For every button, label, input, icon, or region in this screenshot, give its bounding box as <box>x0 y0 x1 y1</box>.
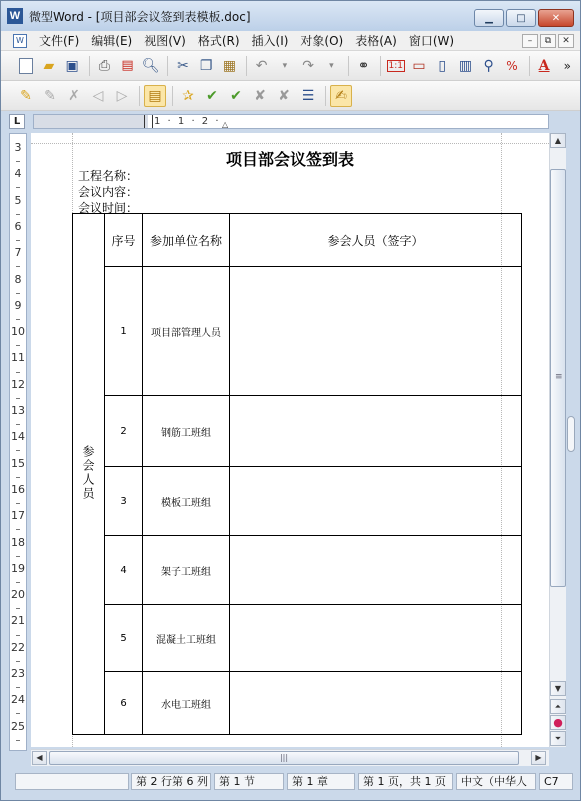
ruler-margin-area <box>34 115 148 128</box>
toolbar-separator <box>348 56 349 76</box>
vertical-ruler-tick <box>16 477 20 478</box>
field-project-name[interactable]: 工程名称： <box>78 169 139 183</box>
full-page-button[interactable] <box>432 55 453 77</box>
previous-page-button[interactable] <box>550 699 566 714</box>
row-unit[interactable]: 项目部管理人员 <box>143 267 230 396</box>
copy-icon: ❐ <box>199 57 213 74</box>
previous-note-button[interactable] <box>87 85 109 107</box>
horizontal-ruler[interactable] <box>33 114 549 129</box>
status-position: 第 2 行第 6 列 <box>131 773 211 790</box>
vertical-ruler-number: 9 <box>14 298 22 312</box>
close-icon: ✕ <box>551 12 561 24</box>
row-seq[interactable]: 5 <box>105 605 143 672</box>
reject-change-button[interactable] <box>249 85 271 107</box>
word-app-icon: W <box>7 8 23 24</box>
row-sign-cell[interactable] <box>230 396 522 467</box>
horizontal-scrollbar[interactable] <box>31 749 549 766</box>
close-button[interactable] <box>538 9 574 27</box>
vertical-ruler-number: 17 <box>11 509 25 523</box>
doc-restore-button[interactable]: ⧉ <box>540 34 556 48</box>
group-label-cell[interactable] <box>73 214 105 735</box>
vertical-ruler-number: 3 <box>14 141 22 154</box>
save-button[interactable] <box>61 55 82 77</box>
vertical-ruler-number: 24 <box>11 693 25 707</box>
row-unit[interactable]: 水电工班组 <box>143 672 230 735</box>
double-chevron-right-icon: » <box>563 58 572 73</box>
grip-icon: ||| <box>279 753 289 762</box>
ruler-marks: 1 · 1 · 2 · <box>154 116 221 127</box>
zoom-percent-button[interactable] <box>501 55 522 77</box>
row-unit[interactable]: 模板工班组 <box>143 467 230 536</box>
tab-selector-button[interactable]: L <box>9 114 25 129</box>
vertical-ruler-tick <box>16 450 20 451</box>
vertical-ruler-tick <box>16 398 20 399</box>
show-notes-button[interactable] <box>144 85 166 107</box>
vertical-ruler-number: 6 <box>14 219 22 233</box>
doc-close-button[interactable]: ✕ <box>558 34 574 48</box>
status-message <box>15 773 129 790</box>
row-seq[interactable]: 3 <box>105 467 143 536</box>
two-pages-button[interactable] <box>455 55 476 77</box>
revision-list-icon: ☰ <box>301 87 315 104</box>
header-unit[interactable]: 参加单位名称 <box>143 214 230 267</box>
object-toolbar <box>1 81 580 111</box>
double-arrow-up-icon: ⏶ <box>554 702 562 711</box>
vertical-ruler-number: 21 <box>11 614 25 628</box>
track-changes-button[interactable] <box>177 85 199 107</box>
magnifier-icon: ⚲ <box>483 57 494 74</box>
double-arrow-down-icon: ⏷ <box>554 734 562 743</box>
row-unit[interactable]: 混凝土工班组 <box>143 605 230 672</box>
menu-window[interactable]: 窗口(W) <box>408 34 455 48</box>
status-chapter: 第 1 章 <box>287 773 355 790</box>
vertical-ruler-tick <box>16 266 20 267</box>
toolbar-separator <box>89 56 90 76</box>
full-page-icon: ▯ <box>438 57 447 74</box>
header-sign[interactable]: 参会人员（签字） <box>230 214 522 267</box>
edit-note-icon: ✎ <box>44 87 56 104</box>
pdf-button[interactable] <box>117 55 138 77</box>
table-row <box>73 396 522 467</box>
actual-size-icon: 1:1 <box>388 60 403 71</box>
toolbar-separator <box>380 56 381 76</box>
vertical-ruler-number: 12 <box>11 377 25 391</box>
new-document-button[interactable] <box>15 55 36 77</box>
indent-marker[interactable] <box>144 115 153 128</box>
document-window-controls <box>522 34 574 48</box>
printer-icon: ⎙ <box>98 57 110 74</box>
standard-toolbar <box>1 51 580 81</box>
new-document-icon <box>19 58 33 74</box>
status-section: 第 1 节 <box>214 773 284 790</box>
note-star-icon: ✎ <box>20 87 32 104</box>
star-pen-icon: ✰ <box>182 87 194 104</box>
toolbar-separator <box>325 86 326 106</box>
clipboard-icon: ▦ <box>222 57 237 74</box>
toolbar-separator <box>172 86 173 106</box>
vertical-ruler-tick <box>16 319 20 320</box>
print-button[interactable] <box>94 55 115 77</box>
vertical-ruler-number: 10 <box>11 325 25 339</box>
row-unit[interactable]: 钢筋工班组 <box>143 396 230 467</box>
percent-icon: % <box>506 58 518 73</box>
toolbar-separator <box>167 56 168 76</box>
row-sign-cell[interactable] <box>230 467 522 536</box>
vertical-ruler-tick <box>16 661 20 662</box>
revisions-pen-icon: ✍ <box>335 87 347 104</box>
row-seq[interactable]: 4 <box>105 536 143 605</box>
arrow-down-icon: ▼ <box>554 684 562 693</box>
accept-all-icon: ✔ <box>230 87 242 104</box>
reject-all-icon: ✘ <box>278 87 290 104</box>
vertical-ruler-tick <box>16 740 20 741</box>
vertical-ruler-number: 7 <box>14 246 22 260</box>
vertical-ruler-tick <box>16 503 20 504</box>
accept-change-button[interactable] <box>201 85 223 107</box>
right-indent-marker[interactable]: △ <box>222 120 229 129</box>
table-row <box>73 267 522 396</box>
title-bar <box>1 1 580 31</box>
page-width-button[interactable] <box>408 55 429 77</box>
row-seq[interactable]: 2 <box>105 396 143 467</box>
vertical-ruler-tick <box>16 687 20 688</box>
table-row <box>73 605 522 672</box>
print-preview-button[interactable] <box>140 55 161 77</box>
menu-bar <box>1 31 580 51</box>
group-label: 参会人员 <box>81 444 95 501</box>
window-title: 微型Word - [项目部会议签到表模板.doc] <box>29 9 251 24</box>
vertical-ruler-number: 11 <box>11 351 25 365</box>
menu-object[interactable]: 对象(O) <box>300 34 344 48</box>
vertical-ruler-tick <box>16 293 20 294</box>
accept-icon: ✔ <box>206 87 218 104</box>
binoculars-icon: ⚭ <box>357 57 370 74</box>
arrow-up-icon: ▲ <box>554 136 562 145</box>
delete-note-icon: ✗ <box>68 87 80 104</box>
vertical-ruler-number: 25 <box>11 719 25 733</box>
ruler-row <box>1 111 580 131</box>
undo-button[interactable] <box>251 55 272 77</box>
redo-button[interactable] <box>297 55 318 77</box>
previous-note-icon: ◁ <box>92 87 104 104</box>
minimize-icon: ▁ <box>485 12 493 24</box>
row-sign-cell[interactable] <box>230 536 522 605</box>
new-note-button[interactable] <box>15 85 37 107</box>
window-controls <box>474 9 574 27</box>
scroll-up-button[interactable] <box>550 133 566 148</box>
vertical-ruler-number: 5 <box>14 193 22 207</box>
vertical-ruler-number: 22 <box>11 640 25 654</box>
row-unit[interactable]: 架子工班组 <box>143 536 230 605</box>
vertical-ruler[interactable] <box>9 133 27 751</box>
redo-icon: ↷ <box>302 57 314 74</box>
sign-in-table[interactable] <box>72 213 522 735</box>
vertical-ruler-number: 14 <box>11 430 25 444</box>
pdf-icon: ▤ <box>121 58 134 73</box>
vertical-ruler-number: 8 <box>14 272 22 286</box>
chevron-down-icon: ▾ <box>282 60 288 71</box>
font-color-button[interactable] <box>534 55 555 77</box>
toolbar-separator <box>246 56 247 76</box>
grip-icon: ≡ <box>555 372 563 382</box>
vertical-ruler-number: 4 <box>14 167 22 181</box>
browse-object-icon: ● <box>553 716 563 729</box>
notes-stack-icon: ▤ <box>148 87 162 104</box>
table-row <box>73 467 522 536</box>
row-sign-cell[interactable] <box>230 672 522 735</box>
document-menu-icon[interactable]: W <box>13 34 27 48</box>
cut-button[interactable] <box>172 55 193 77</box>
toolbar-overflow-button[interactable] <box>557 55 578 77</box>
status-language[interactable]: 中文（中华人 <box>456 773 536 790</box>
vertical-ruler-tick <box>16 635 20 636</box>
vertical-ruler-tick <box>16 161 20 162</box>
chevron-down-icon: ▾ <box>329 60 334 71</box>
menu-file[interactable]: 文件(F) <box>39 34 80 48</box>
next-page-button[interactable] <box>550 731 566 746</box>
menu-view[interactable]: 视图(V) <box>144 34 186 48</box>
row-seq[interactable]: 1 <box>105 267 143 396</box>
vertical-ruler-tick <box>16 556 20 557</box>
scissors-icon: ✂ <box>177 57 189 74</box>
document-title[interactable]: 项目部会议签到表 <box>225 150 354 169</box>
vertical-ruler-tick <box>16 214 20 215</box>
scroll-down-button[interactable] <box>550 681 566 696</box>
show-revisions-button[interactable] <box>330 85 352 107</box>
menu-edit[interactable]: 编辑(E) <box>91 34 133 48</box>
vertical-ruler-tick <box>16 713 20 714</box>
vertical-ruler-tick <box>16 187 20 188</box>
page-width-icon: ▭ <box>412 57 426 74</box>
header-seq[interactable]: 序号 <box>105 214 143 267</box>
vertical-ruler-tick <box>16 240 20 241</box>
status-bar <box>1 769 580 800</box>
menu-table[interactable]: 表格(A) <box>355 34 397 48</box>
delete-note-button[interactable] <box>63 85 85 107</box>
menu-format[interactable]: 格式(R) <box>197 34 240 48</box>
vertical-ruler-tick <box>16 424 20 425</box>
table-row <box>73 672 522 735</box>
side-panel-handle[interactable] <box>567 416 575 452</box>
table-header-row <box>73 214 522 267</box>
next-note-icon: ▷ <box>116 87 128 104</box>
maximize-icon: □ <box>516 12 526 24</box>
print-preview-icon: 🔍︎ <box>141 57 160 74</box>
reject-all-button[interactable] <box>273 85 295 107</box>
vertical-ruler-tick <box>16 345 20 346</box>
two-pages-icon: ▥ <box>458 57 473 74</box>
floppy-icon: ▣ <box>65 57 79 74</box>
vertical-ruler-number: 18 <box>11 535 25 549</box>
arrow-left-icon: ◀ <box>36 753 43 762</box>
vertical-ruler-tick <box>16 372 20 373</box>
vertical-ruler-number: 15 <box>11 456 25 470</box>
undo-dropdown[interactable] <box>274 55 295 77</box>
reject-icon: ✘ <box>254 87 266 104</box>
scroll-right-button[interactable] <box>531 751 546 765</box>
zoom-button[interactable] <box>478 55 499 77</box>
horizontal-scroll-thumb[interactable] <box>49 751 519 765</box>
field-meeting-content[interactable]: 会议内容： <box>78 185 139 199</box>
browse-object-button[interactable] <box>550 715 566 730</box>
vertical-ruler-tick <box>16 529 20 530</box>
menu-insert[interactable]: 插入(I) <box>251 34 289 48</box>
table-row <box>73 536 522 605</box>
row-seq[interactable]: 6 <box>105 672 143 735</box>
copy-button[interactable] <box>196 55 217 77</box>
field-meeting-time[interactable]: 会议时间： <box>78 201 139 215</box>
row-sign-cell[interactable] <box>230 267 522 396</box>
open-button[interactable] <box>38 55 59 77</box>
find-button[interactable] <box>353 55 374 77</box>
toolbar-separator <box>529 56 530 76</box>
vertical-ruler-number: 19 <box>11 561 25 575</box>
vertical-scrollbar[interactable] <box>549 133 566 747</box>
toolbar-separator <box>139 86 140 106</box>
actual-size-button[interactable] <box>385 55 406 77</box>
top-margin-guide <box>31 143 549 144</box>
vertical-scroll-thumb[interactable] <box>550 169 566 587</box>
accept-all-button[interactable] <box>225 85 247 107</box>
redo-dropdown[interactable] <box>321 55 342 77</box>
next-note-button[interactable] <box>111 85 133 107</box>
row-sign-cell[interactable] <box>230 605 522 672</box>
document-page[interactable] <box>31 133 549 747</box>
vertical-ruler-number: 16 <box>11 482 25 496</box>
vertical-ruler-tick <box>16 608 20 609</box>
vertical-ruler-number: 23 <box>11 667 25 680</box>
maximize-button[interactable] <box>506 9 536 27</box>
scroll-left-button[interactable] <box>32 751 47 765</box>
edit-note-button[interactable] <box>39 85 61 107</box>
folder-icon: ▰ <box>43 57 55 74</box>
minimize-button[interactable] <box>474 9 504 27</box>
vertical-ruler-number: 13 <box>11 404 25 417</box>
status-page: 第 1 页，共 1 页 <box>358 773 453 790</box>
status-column: C7 <box>539 773 573 790</box>
paste-button[interactable] <box>219 55 240 77</box>
arrow-right-icon: ▶ <box>535 753 542 762</box>
font-color-icon: A <box>538 57 550 74</box>
revision-list-button[interactable] <box>297 85 319 107</box>
vertical-ruler-tick <box>16 582 20 583</box>
doc-minimize-button[interactable]: – <box>522 34 538 48</box>
vertical-ruler-number: 20 <box>11 588 25 602</box>
undo-icon: ↶ <box>255 57 268 74</box>
